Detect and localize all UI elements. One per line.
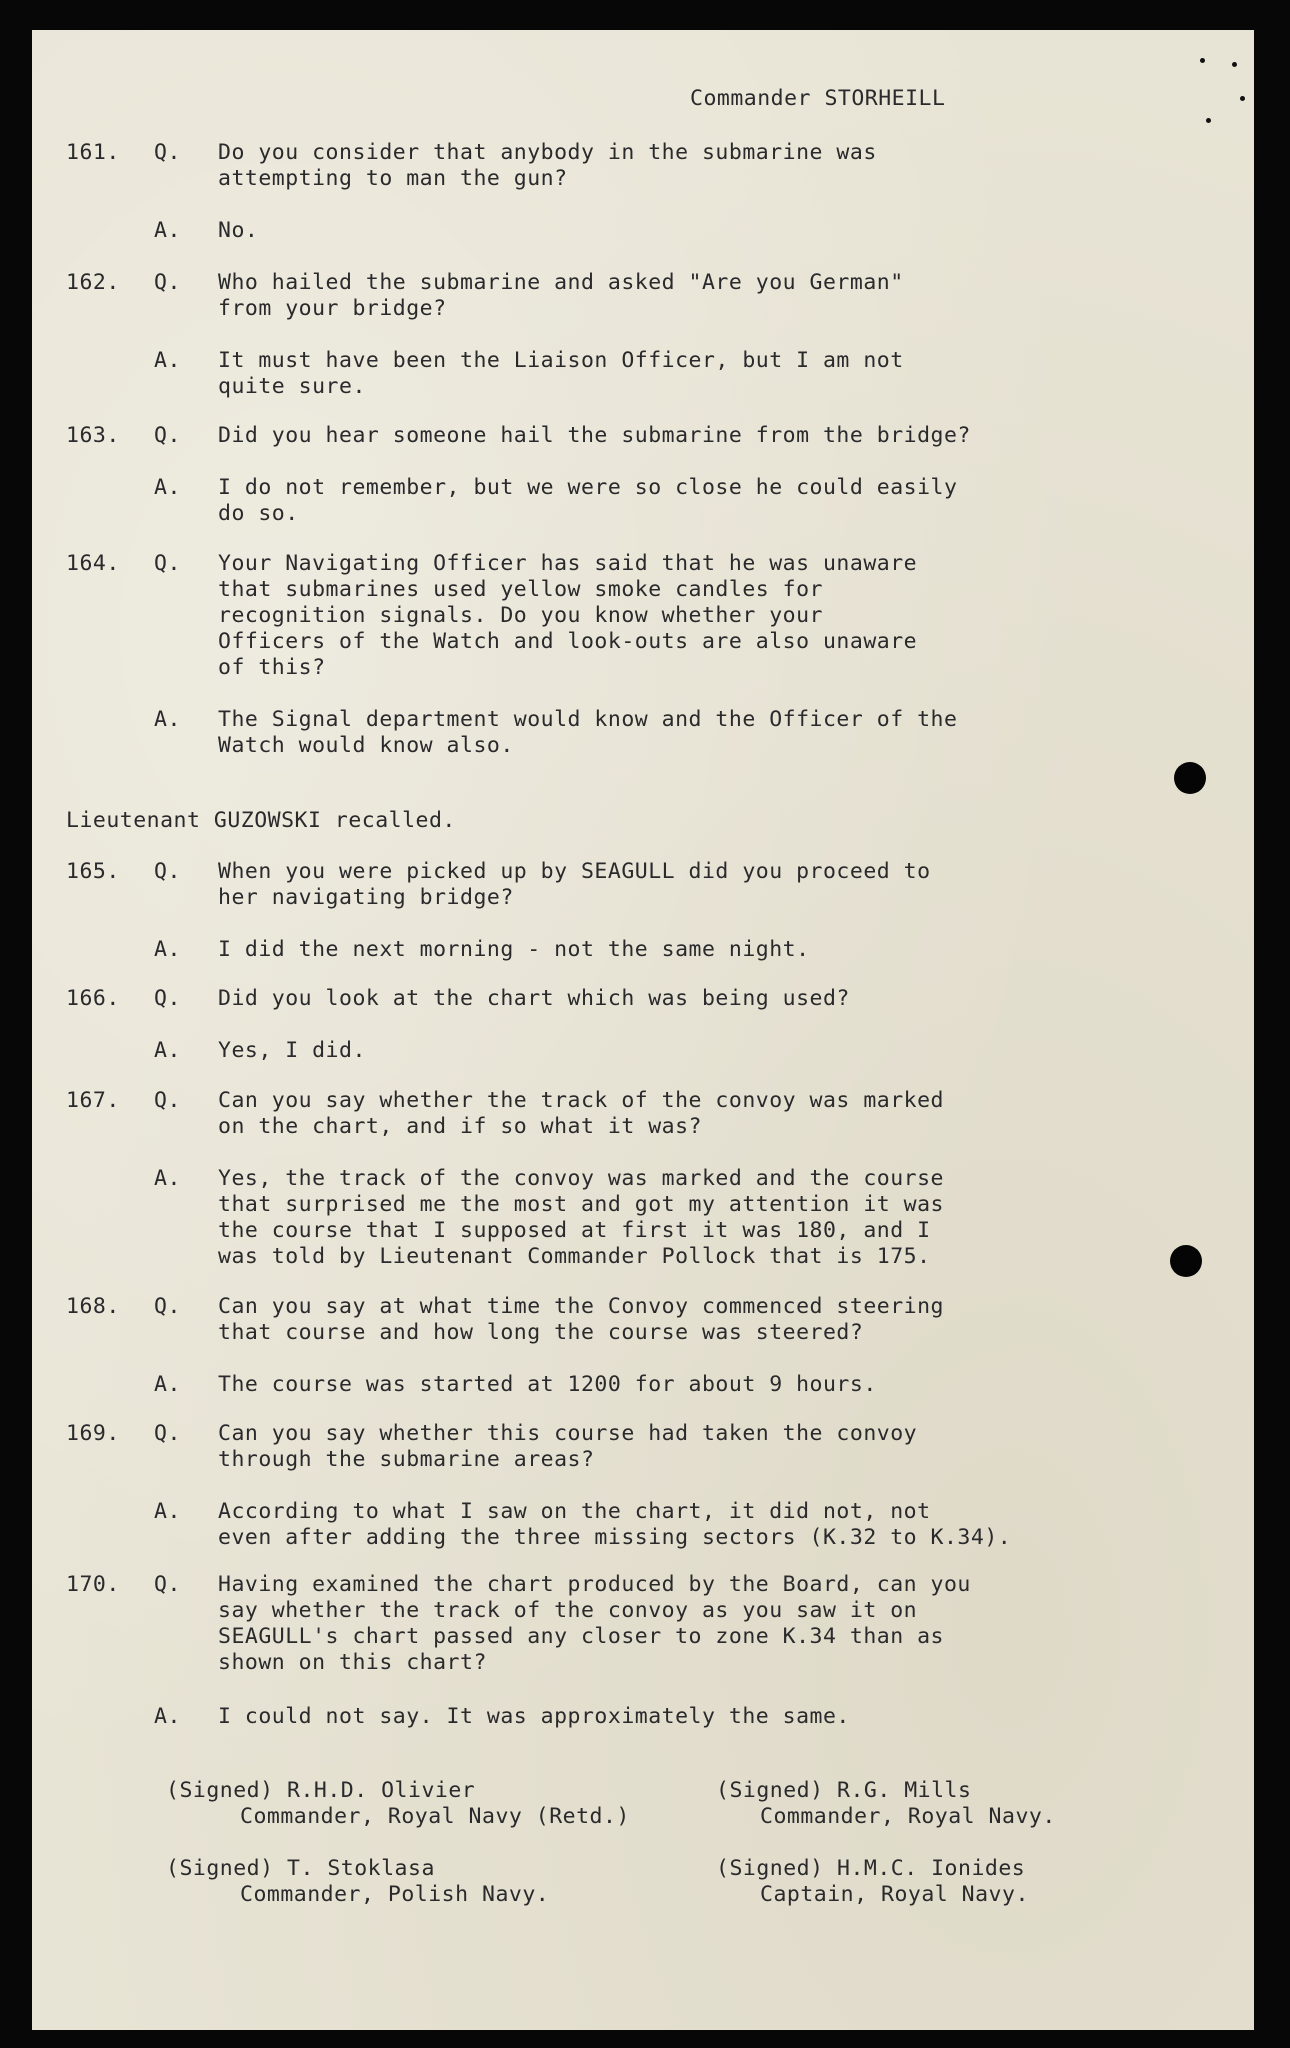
answer-label: A. <box>154 475 181 500</box>
answer-label: A. <box>154 1038 181 1063</box>
signature-block <box>716 1856 1029 1908</box>
answer-text: No. <box>218 218 259 243</box>
question-text: Do you consider that anybody in the submarine was attempting to man the gun? <box>218 140 877 191</box>
question-number: 169. <box>66 1421 120 1446</box>
signature-title: Commander, Royal Navy (Retd.) <box>240 1804 630 1829</box>
signature-title: Commander, Royal Navy. <box>760 1804 1056 1829</box>
question-text: Did you hear someone hail the submarine from the bridge? <box>218 423 971 448</box>
question-text: Who hailed the submarine and asked "Are you German" from your bridge? <box>218 270 904 321</box>
question-text: Can you say whether the track of the convoy was marked on the chart, and if so what it was? <box>218 1088 944 1139</box>
ink-speck <box>1232 62 1237 67</box>
question-text: Your Navigating Officer has said that he was unaware that submarines used yellow smoke candles for recognition signals. Do you know whether your Officers of the Watch and look-outs are also unaware of this? <box>218 551 918 680</box>
question-label: Q. <box>154 986 181 1011</box>
answer-label: A. <box>154 1372 181 1397</box>
section-heading: Lieutenant GUZOWSKI recalled. <box>66 808 456 833</box>
punch-hole-top <box>1174 762 1206 794</box>
question-text: When you were picked up by SEAGULL did you proceed to her navigating bridge? <box>218 859 931 910</box>
question-text: Can you say whether this course had taken the convoy through the submarine areas? <box>218 1421 918 1472</box>
question-label: Q. <box>154 423 181 448</box>
ink-speck <box>1200 58 1205 63</box>
ink-speck <box>1240 96 1245 101</box>
question-number: 166. <box>66 986 120 1011</box>
question-number: 167. <box>66 1088 120 1113</box>
signature-block <box>166 1778 630 1830</box>
question-text: Having examined the chart produced by the Board, can you say whether the track of the convoy as you saw it on SEAGULL's chart passed any closer to zone K.34 than as shown on this chart? <box>218 1572 971 1675</box>
answer-label: A. <box>154 1166 181 1191</box>
answer-text: I could not say. It was approximately the same. <box>218 1704 850 1729</box>
signature-title: Commander, Polish Navy. <box>240 1882 550 1907</box>
signature-name: (Signed) H.M.C. Ionides <box>716 1856 1026 1881</box>
answer-text: According to what I saw on the chart, it did not, not even after adding the three missing sectors (K.32 to K.34). <box>218 1499 1012 1550</box>
signature-title: Captain, Royal Navy. <box>760 1882 1029 1907</box>
question-number: 161. <box>66 140 120 165</box>
answer-text: The Signal department would know and the Officer of the Watch would know also. <box>218 707 958 758</box>
ink-speck <box>1206 118 1211 123</box>
question-label: Q. <box>154 1294 181 1319</box>
answer-label: A. <box>154 707 181 732</box>
question-text: Did you look at the chart which was being used? <box>218 986 850 1011</box>
signature-name: (Signed) T. Stoklasa <box>166 1856 435 1881</box>
answer-text: It must have been the Liaison Officer, but I am not quite sure. <box>218 348 904 399</box>
document-page <box>32 30 1254 2030</box>
question-number: 164. <box>66 551 120 576</box>
question-label: Q. <box>154 1572 181 1597</box>
signature-block <box>166 1856 549 1908</box>
answer-label: A. <box>154 218 181 243</box>
answer-label: A. <box>154 1704 181 1729</box>
question-number: 163. <box>66 423 120 448</box>
question-number: 170. <box>66 1572 120 1597</box>
question-label: Q. <box>154 1421 181 1446</box>
answer-text: The course was started at 1200 for about 9 hours. <box>218 1372 877 1397</box>
answer-text: Yes, the track of the convoy was marked and the course that surprised me the most and got my attention it was the course that I supposed at first it was 180, and I was told by Lieutenant Commander Pollock that is 175. <box>218 1166 944 1269</box>
signature-name: (Signed) R.G. Mills <box>716 1778 972 1803</box>
question-text: Can you say at what time the Convoy commenced steering that course and how long the course was steered? <box>218 1294 944 1345</box>
question-number: 165. <box>66 859 120 884</box>
answer-text: I do not remember, but we were so close he could easily do so. <box>218 475 958 526</box>
question-label: Q. <box>154 1088 181 1113</box>
question-label: Q. <box>154 859 181 884</box>
punch-hole-bottom <box>1170 1245 1202 1277</box>
signature-name: (Signed) R.H.D. Olivier <box>166 1778 476 1803</box>
question-label: Q. <box>154 551 181 576</box>
answer-text: Yes, I did. <box>218 1038 366 1063</box>
question-number: 168. <box>66 1294 120 1319</box>
answer-label: A. <box>154 937 181 962</box>
answer-text: I did the next morning - not the same night. <box>218 937 810 962</box>
answer-label: A. <box>154 348 181 373</box>
question-number: 162. <box>66 270 120 295</box>
question-label: Q. <box>154 140 181 165</box>
signature-block <box>716 1778 1056 1830</box>
page-header: Commander STORHEILL <box>690 86 946 111</box>
question-label: Q. <box>154 270 181 295</box>
answer-label: A. <box>154 1499 181 1524</box>
